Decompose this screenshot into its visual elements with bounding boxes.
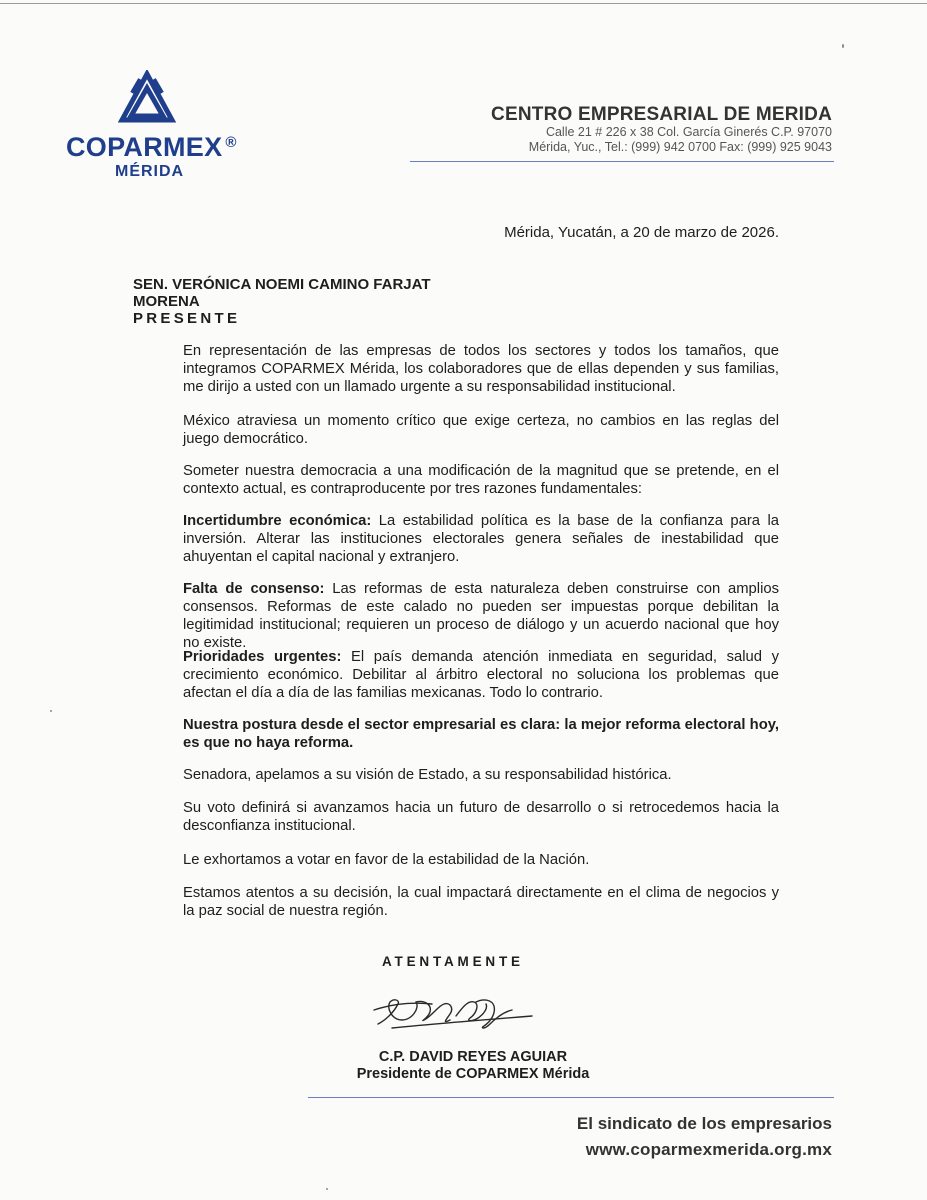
closing-atentamente: ATENTAMENTE <box>382 954 524 969</box>
paragraph-priorities <box>183 648 779 702</box>
paragraph-consensus <box>183 580 779 652</box>
scan-speck <box>50 710 52 712</box>
paragraph-1 <box>183 342 779 396</box>
paragraph-attentive <box>183 884 779 920</box>
logo-wordmark <box>66 132 237 163</box>
coparmex-logo <box>64 66 254 186</box>
paragraph-exhort-text: Le exhortamos a votar en favor de la estabilidad de la Nación. <box>183 852 590 868</box>
paragraph-vote <box>183 799 779 835</box>
letter-date: Mérida, Yucatán, a 20 de marzo de 2026. <box>504 224 779 241</box>
scan-speck <box>842 44 844 48</box>
footer-website: www.coparmexmerida.org.mx <box>585 1140 832 1159</box>
paragraph-senadora <box>183 766 779 784</box>
footer-slogan: El sindicato de los empresarios <box>576 1114 832 1133</box>
recipient-block <box>133 276 431 327</box>
recipient-name: SEN. VERÓNICA NOEMI CAMINO FARJAT <box>133 276 431 293</box>
paragraph-consensus-lead: Falta de consenso: <box>183 581 325 597</box>
coparmex-emblem-icon <box>118 70 176 126</box>
paragraph-senadora-text: Senadora, apelamos a su visión de Estado, a su responsabilidad histórica. <box>183 767 672 783</box>
paragraph-exhort <box>183 851 779 869</box>
scan-edge-line <box>0 3 927 4</box>
signature-icon <box>372 990 542 1036</box>
paragraph-2-text: México atraviesa un momento crítico que exige certeza, no cambios en las reglas del juego democrático. <box>183 413 779 447</box>
footer-rule <box>308 1097 834 1098</box>
paragraph-1-text: En representación de las empresas de todos los sectores y todos los tamaños, que integramos COPARMEX Mérida, los colaboradores que de ellas dependen y sus familias, me dirijo a usted con un llamado urgente a su responsabilidad institucional. <box>183 343 779 395</box>
handwritten-signature <box>372 990 542 1041</box>
paragraph-attentive-text: Estamos atentos a su decisión, la cual impactará directamente en el clima de negocios y la paz social de nuestra región. <box>183 885 779 919</box>
paragraph-vote-text: Su voto definirá si avanzamos hacia un futuro de desarrollo o si retrocedemos hacia la desconfianza institucional. <box>183 800 779 834</box>
header-rule <box>410 161 834 162</box>
paragraph-priorities-text: El país demanda atención inmediata en seguridad, salud y crecimiento económico. Debilitar al árbitro electoral no soluciona los problemas que afectan el día a día de las familias mexicanas. Todo lo contrario. <box>183 649 779 701</box>
paragraph-3 <box>183 462 779 498</box>
paragraph-priorities-lead: Prioridades urgentes: <box>183 649 342 665</box>
recipient-party: MORENA <box>133 293 200 310</box>
logo-name-text: COPARMEX <box>66 132 223 162</box>
paragraph-2 <box>183 412 779 448</box>
paragraph-economic-text: La estabilidad política es la base de la confianza para la inversión. Alterar las instituciones electorales genera señales de inestabilidad que ahuyentan el capital nacional y extranjero. <box>183 513 779 565</box>
signer-block <box>344 1049 602 1083</box>
paragraph-economic-lead: Incertidumbre económica: <box>183 513 372 529</box>
header-address-line1: Calle 21 # 226 x 38 Col. García Ginerés C.P. 97070 <box>545 125 832 139</box>
header-address-line2: Mérida, Yuc., Tel.: (999) 942 0700 Fax: (999) 925 9043 <box>528 140 832 154</box>
header-title: CENTRO EMPRESARIAL DE MERIDA <box>491 104 832 125</box>
recipient-presente: PRESENTE <box>133 310 241 327</box>
registered-mark: ® <box>225 134 237 151</box>
signer-title: Presidente de COPARMEX Mérida <box>356 1066 590 1082</box>
paragraph-stance-lead: Nuestra postura desde el sector empresarial es clara: la mejor reforma electoral hoy, es que no haya reforma. <box>183 717 779 751</box>
paragraph-economic <box>183 512 779 566</box>
paragraph-consensus-text: Las reformas de esta naturaleza deben construirse con amplios consensos. Reformas de este calado no pueden ser impuestas porque debilitan la legitimidad institucional; requieren un proceso de diálogo y un acuerdo nacional que hoy no existe. <box>183 581 779 651</box>
scan-speck <box>326 1188 328 1190</box>
paragraph-stance <box>183 716 779 752</box>
logo-city: MÉRIDA <box>115 163 185 180</box>
signer-name: C.P. DAVID REYES AGUIAR <box>378 1049 568 1065</box>
paragraph-3-text: Someter nuestra democracia a una modificación de la magnitud que se pretende, en el contexto actual, es contraproducente por tres razones fundamentales: <box>183 463 779 497</box>
